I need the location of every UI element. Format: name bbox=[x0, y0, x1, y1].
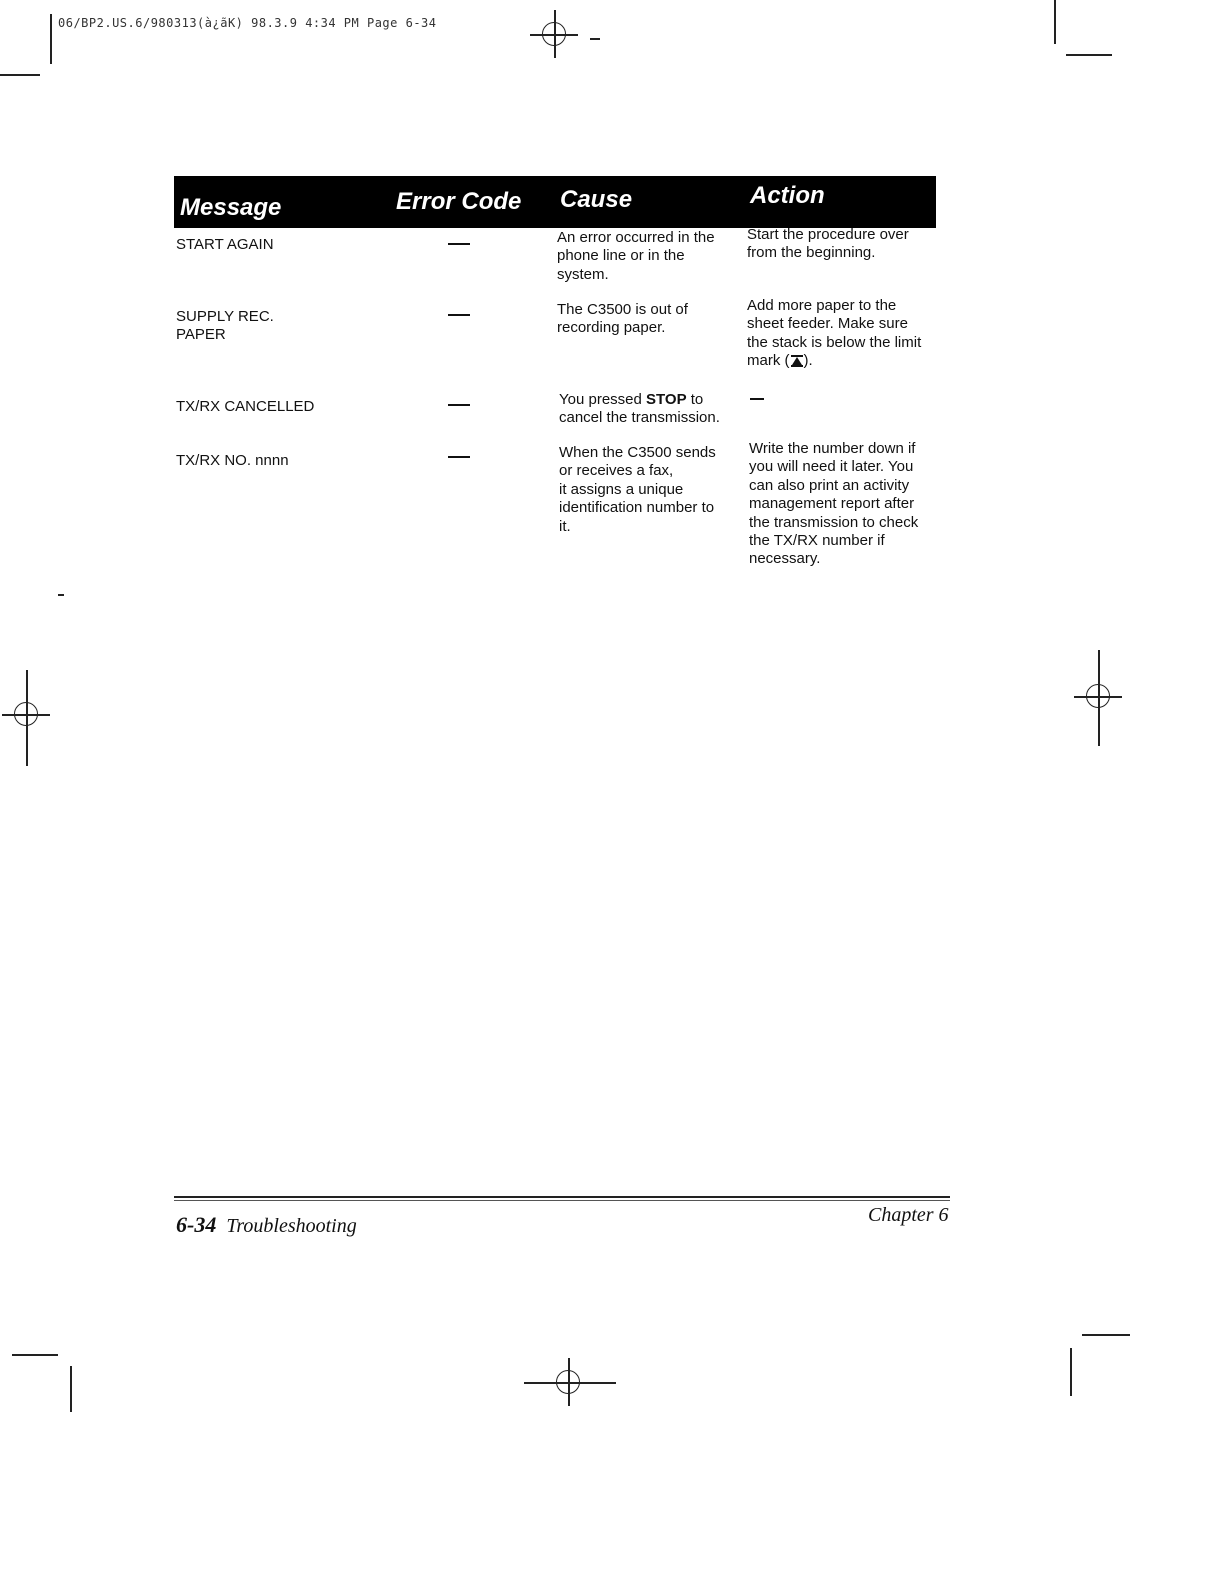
row-action bbox=[750, 398, 764, 400]
crop-mark bbox=[0, 74, 40, 76]
row-cause: An error occurred in the phone line or in the system. bbox=[557, 229, 715, 283]
row-action-text: Add more paper to the sheet feeder. Make sure the stack is below the limit mark ( bbox=[747, 297, 922, 370]
crop-mark bbox=[12, 1354, 58, 1356]
row-action bbox=[747, 297, 927, 373]
page-number: 6-34 bbox=[176, 1212, 217, 1237]
cause-line: identification number to bbox=[559, 499, 715, 517]
header-action: Action bbox=[750, 182, 825, 209]
footer-rule bbox=[174, 1200, 950, 1201]
registration-mark bbox=[2, 690, 50, 738]
registration-mark bbox=[1074, 672, 1122, 720]
cause-text: to cancel the transmission. bbox=[559, 391, 720, 427]
row-error-code bbox=[448, 456, 470, 458]
chapter-label: Chapter 6 bbox=[868, 1204, 949, 1226]
row-action-end: ). bbox=[803, 352, 813, 370]
row-message-line: PAPER bbox=[176, 326, 226, 344]
registration-mark bbox=[530, 10, 578, 58]
crop-mark bbox=[70, 1366, 72, 1412]
row-action: Write the number down if you will need it later. You can also print an activity management report after the transmission to check the TX/RX number if necessary. bbox=[749, 440, 919, 568]
section-title: Troubleshooting bbox=[226, 1215, 357, 1237]
row-cause: The C3500 is out of recording paper. bbox=[557, 301, 688, 337]
crop-mark bbox=[590, 38, 600, 40]
row-error-code bbox=[448, 404, 470, 406]
row-action: Start the procedure over from the beginning. bbox=[747, 226, 909, 262]
row-message bbox=[176, 308, 376, 345]
cause-line: When the C3500 sends bbox=[559, 444, 716, 461]
print-slug: 06/BP2.US.6/980313(à¿ãK) 98.3.9 4:34 PM Page 6-34 bbox=[58, 16, 437, 30]
crop-mark bbox=[1082, 1334, 1130, 1336]
stop-key-label: STOP bbox=[646, 391, 687, 408]
row-message: START AGAIN bbox=[176, 236, 274, 253]
crop-mark bbox=[1066, 54, 1112, 56]
row-message: TX/RX NO. nnnn bbox=[176, 452, 289, 469]
header-cause: Cause bbox=[560, 186, 633, 213]
crop-mark bbox=[1054, 0, 1056, 44]
cause-line: it assigns a unique bbox=[559, 480, 684, 498]
header-message: Message bbox=[180, 194, 282, 221]
row-error-code bbox=[448, 314, 470, 316]
row-error-code bbox=[448, 243, 470, 245]
header-error-code: Error Code bbox=[396, 188, 522, 215]
row-message-line: SUPPLY REC. bbox=[176, 308, 274, 325]
crop-mark bbox=[1070, 1348, 1072, 1396]
crop-mark bbox=[50, 14, 52, 64]
cause-text: You pressed bbox=[559, 391, 647, 408]
row-cause bbox=[559, 391, 739, 428]
table-header bbox=[174, 176, 936, 228]
registration-mark bbox=[544, 1358, 592, 1406]
footer-rule bbox=[174, 1196, 950, 1198]
cause-line: it. bbox=[559, 517, 571, 535]
cause-line: or receives a fax, bbox=[559, 462, 674, 480]
row-message: TX/RX CANCELLED bbox=[176, 398, 315, 415]
footer-left bbox=[176, 1212, 357, 1238]
limit-mark-icon bbox=[790, 354, 804, 372]
row-cause bbox=[559, 444, 739, 536]
crop-mark bbox=[58, 594, 64, 596]
